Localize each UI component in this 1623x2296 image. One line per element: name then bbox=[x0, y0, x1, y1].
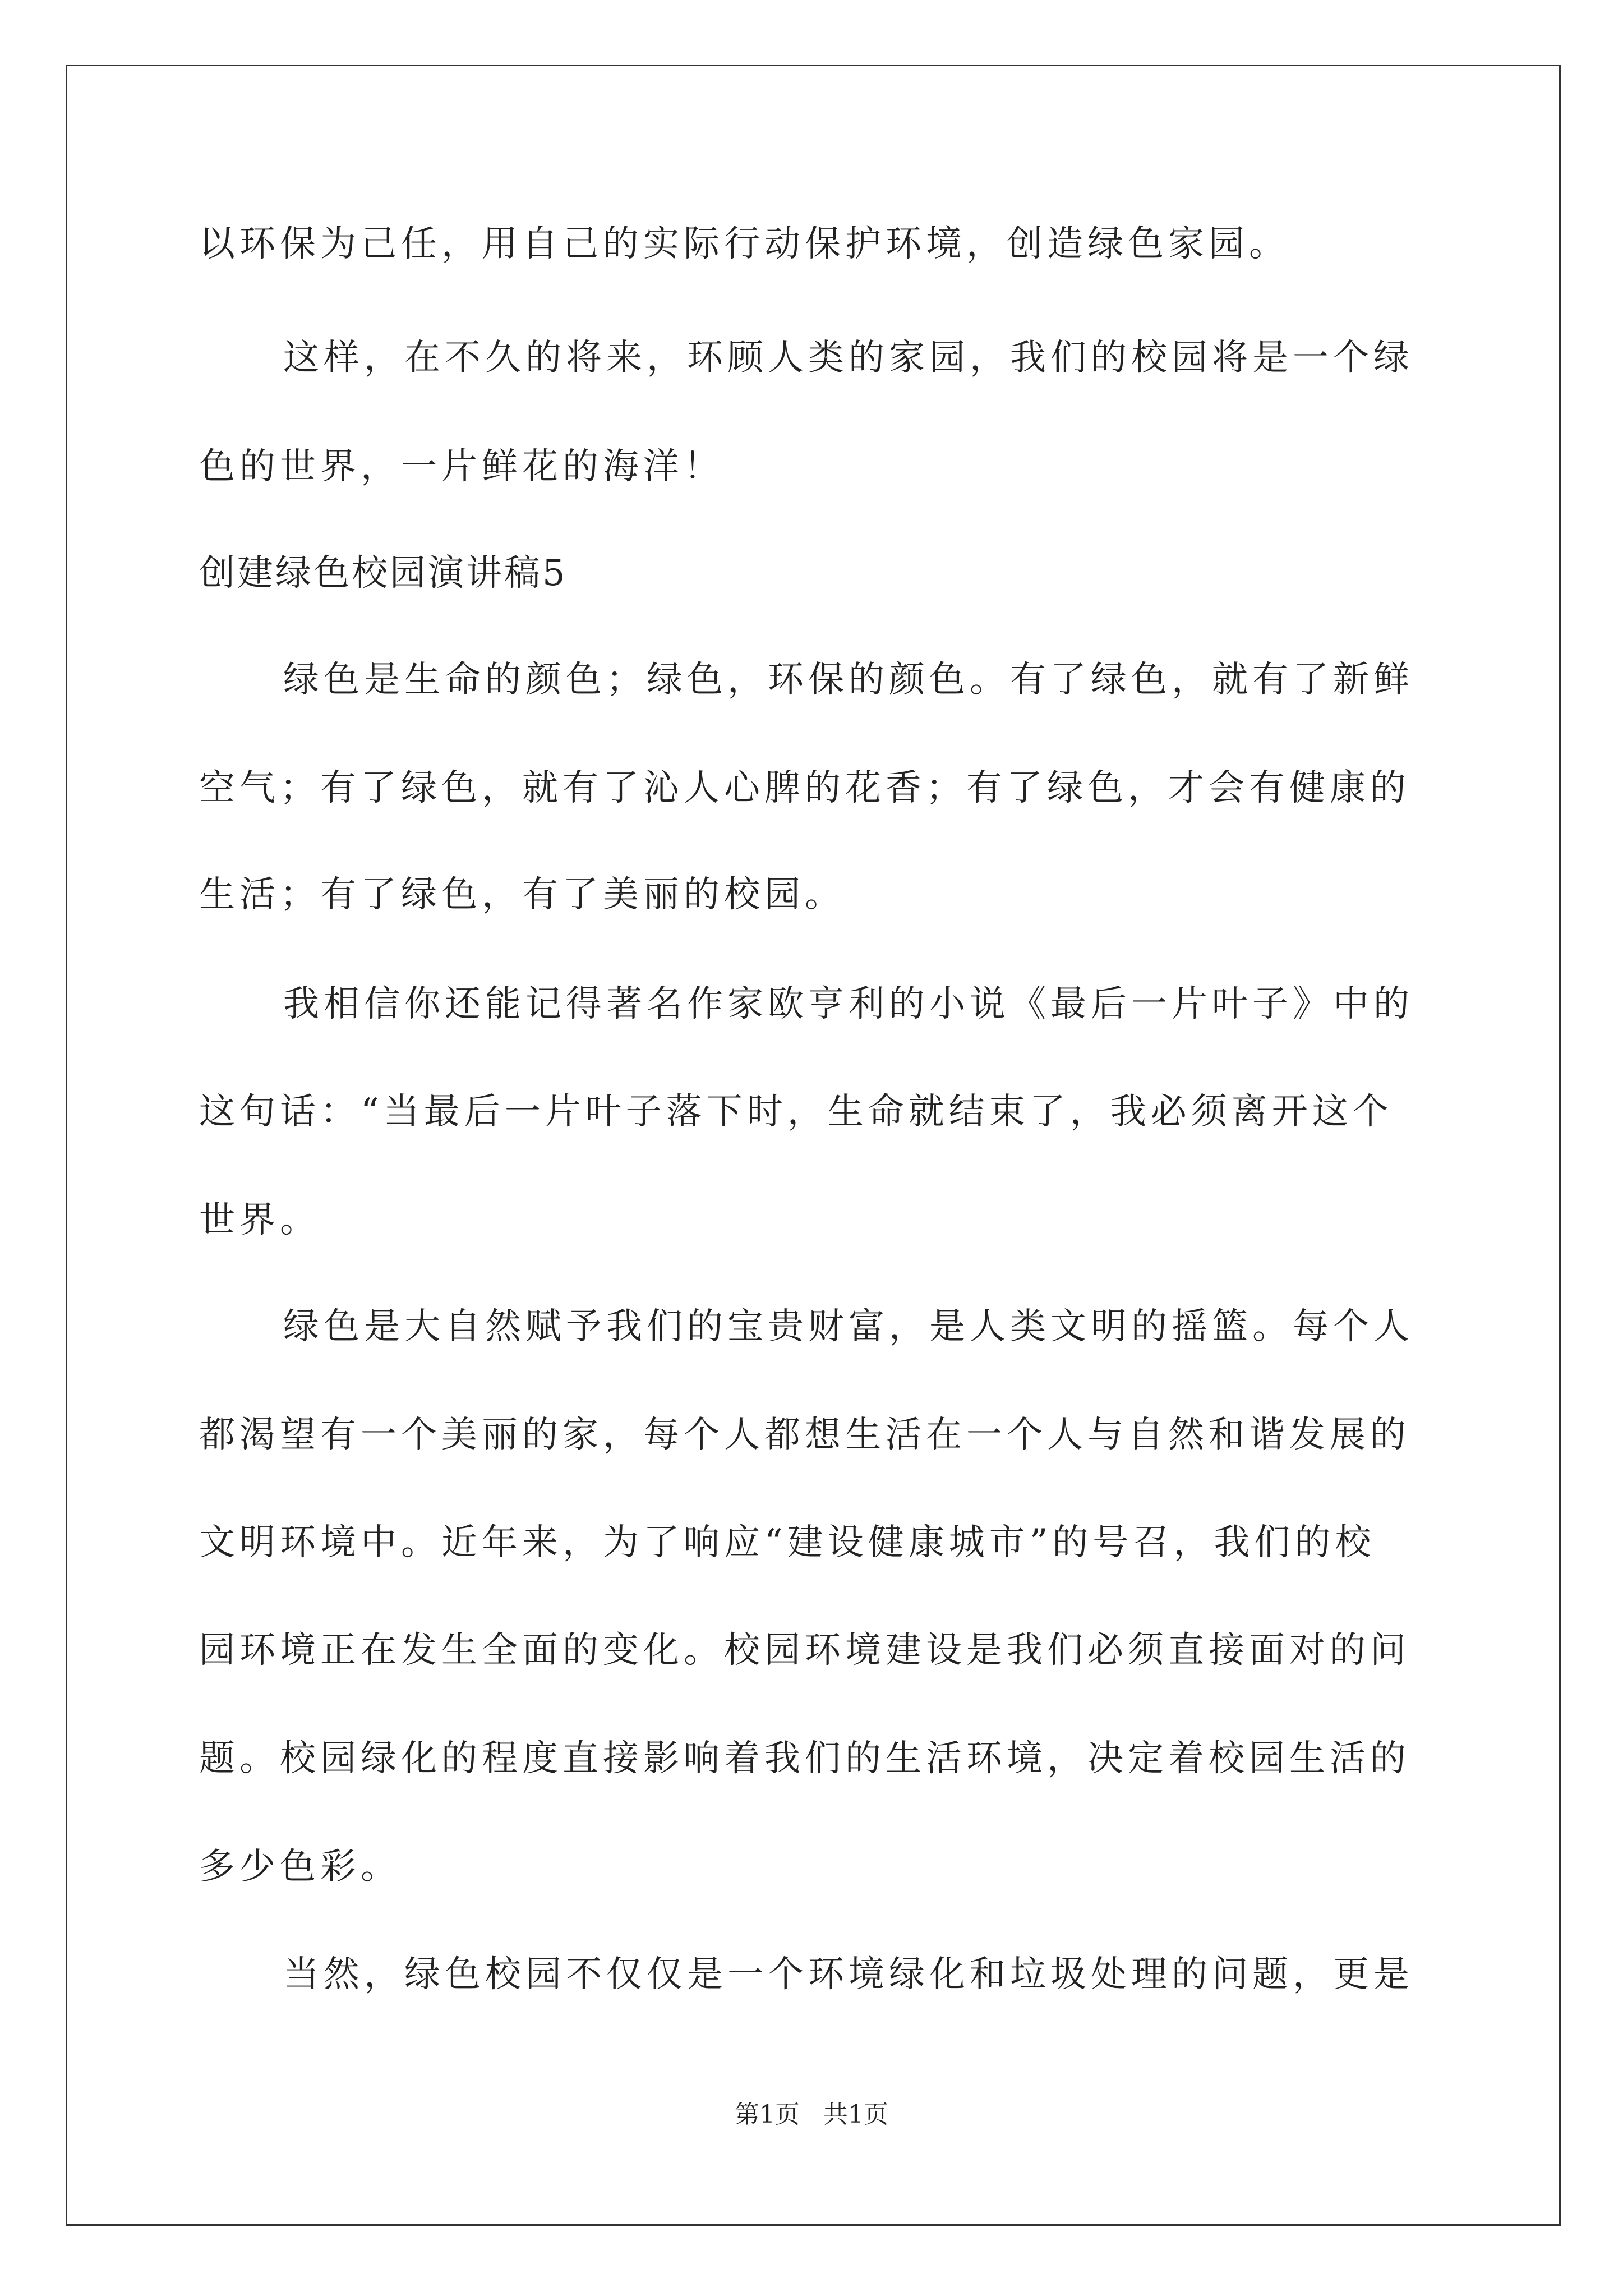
paragraph-line: 绿色是大自然赋予我们的宝贵财富，是人类文明的摇篮。每个人 bbox=[283, 1306, 1414, 1347]
paragraph-line: 题。校园绿化的程度直接影响着我们的生活环境，决定着校园生活的 bbox=[199, 1738, 1410, 1779]
paragraph-line: 文明环境中。近年来，为了响应“建设健康城市”的号召，我们的校 bbox=[199, 1522, 1376, 1563]
page-border bbox=[66, 65, 1561, 2226]
paragraph-line: 多少色彩。 bbox=[199, 1846, 401, 1888]
section-heading: 创建绿色校园演讲稿5 bbox=[199, 553, 568, 594]
paragraph-line: 这句话：“当最后一片叶子落下时，生命就结束了，我必须离开这个 bbox=[199, 1091, 1393, 1133]
paragraph-line: 这样，在不久的将来，环顾人类的家园，我们的校园将是一个绿 bbox=[283, 337, 1414, 379]
paragraph-line: 都渴望有一个美丽的家，每个人都想生活在一个人与自然和谐发展的 bbox=[199, 1414, 1410, 1456]
paragraph-line: 生活；有了绿色，有了美丽的校园。 bbox=[199, 874, 845, 915]
paragraph-line: 绿色是生命的颜色；绿色，环保的颜色。有了绿色，就有了新鲜 bbox=[283, 659, 1414, 701]
paragraph-line: 以环保为己任，用自己的实际行动保护环境，创造绿色家园。 bbox=[199, 223, 1289, 265]
paragraph-line: 我相信你还能记得著名作家欧亨利的小说《最后一片叶子》中的 bbox=[283, 983, 1414, 1025]
paragraph-line: 当然，绿色校园不仅仅是一个环境绿化和垃圾处理的问题，更是 bbox=[283, 1954, 1414, 1995]
page-footer bbox=[0, 2098, 1623, 2132]
page-total: 共1页 bbox=[823, 2100, 888, 2129]
page-number: 第1页 bbox=[735, 2100, 800, 2129]
paragraph-line: 园环境正在发生全面的变化。校园环境建设是我们必须直接面对的问 bbox=[199, 1630, 1410, 1671]
paragraph-line: 空气；有了绿色，就有了沁人心脾的花香；有了绿色，才会有健康的 bbox=[199, 767, 1410, 809]
paragraph-line: 世界。 bbox=[199, 1199, 320, 1241]
paragraph-line: 色的世界，一片鲜花的海洋！ bbox=[199, 446, 724, 487]
